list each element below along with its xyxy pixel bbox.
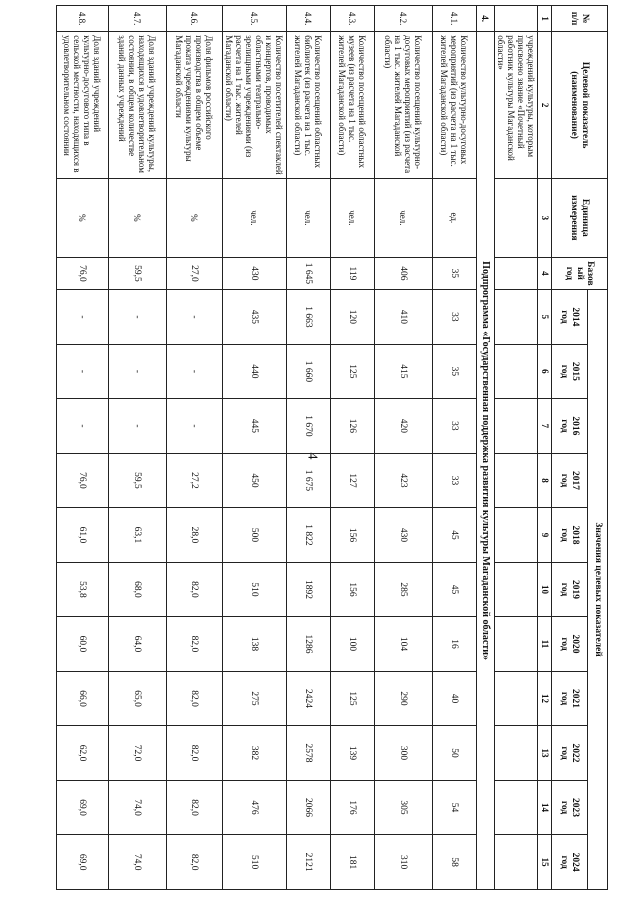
row-value: 65,0 [108,671,166,726]
row-value: 1892 [286,562,330,617]
column-number: 5 [538,290,552,345]
row-value: - [56,344,108,399]
row-unit: чел. [286,179,330,258]
row-num: 4.1. [432,6,476,32]
row-value: 125 [330,344,374,399]
row-value: 35 [432,344,476,399]
column-numbers-row [538,6,552,890]
column-number: 7 [538,399,552,454]
table-row [330,6,374,890]
column-number: 13 [538,726,552,781]
row-value: 45 [432,562,476,617]
row-value: 82,0 [166,726,222,781]
header-year: 2023 год [552,780,588,835]
row-base-value: 406 [374,257,432,290]
row-value: 410 [374,290,432,345]
row-indicator: Доля зданий учреждений культуры, находящихся в удовлетворительном состоянии, в общем количестве зданий данных учреждений [108,32,166,179]
row-value: 1 675 [286,453,330,508]
row-value: 82,0 [166,835,222,890]
row-value: 82,0 [166,562,222,617]
row-value: 290 [374,671,432,726]
row-value: 476 [222,780,286,835]
row-num: 4.2. [374,6,432,32]
row-num: 4.5. [222,6,286,32]
row-indicator: Доля фильмов российского производства в общем объеме проката учреждениями культуры Магаданской области [166,32,222,179]
column-number: 2 [538,32,552,179]
row-unit: чел. [374,179,432,258]
row-value: 2578 [286,726,330,781]
row-value: 305 [374,780,432,835]
row-base-value: 59,5 [108,257,166,290]
row-indicator: Количество посещений культурно-досуговых мероприятий (из расчета на 1 тыс. жителей Магаданской области) [374,32,432,179]
column-number: 12 [538,671,552,726]
row-value: 1 660 [286,344,330,399]
row-value: 72,0 [108,726,166,781]
row-value: 1286 [286,617,330,672]
column-number: 15 [538,835,552,890]
column-number: 9 [538,508,552,563]
row-value: 176 [330,780,374,835]
subprogram-num: 4. [476,6,494,32]
header-indicator: Целевой показатель (наименование) [552,32,608,179]
row-value: 2066 [286,780,330,835]
row-value: 64,0 [108,617,166,672]
column-number: 1 [538,6,552,32]
continued-text: учреждений культуры, которым присвоено звание «Почетный работник культуры Магаданской области» [494,32,537,179]
row-value: 382 [222,726,286,781]
row-num: 4.8. [56,6,108,32]
row-value: 76,0 [56,453,108,508]
header-num: № п/п [552,6,608,32]
row-value: 156 [330,508,374,563]
row-value: 66,0 [56,671,108,726]
row-value: 62,0 [56,726,108,781]
header-year: 2016 год [552,399,588,454]
row-value: 440 [222,344,286,399]
row-value: 28,0 [166,508,222,563]
table-body [56,6,607,890]
row-value: 33 [432,290,476,345]
row-base-value: 35 [432,257,476,290]
row-value: 27,2 [166,453,222,508]
row-indicator: Доля зданий учреждений культурно-досугового типа в сельской местности, находящихся в удовлетворительном состоянии [56,32,108,179]
table-row [286,6,330,890]
row-value: 63,1 [108,508,166,563]
row-value: 423 [374,453,432,508]
row-num: 4.4. [286,6,330,32]
header-unit: Единица измерения [552,179,608,258]
header-row-top [588,6,608,890]
row-value: 181 [330,835,374,890]
header-base-year: Базов ый год [552,257,608,290]
row-value: 33 [432,453,476,508]
target-indicators-table [56,5,608,890]
row-base-value: 27,0 [166,257,222,290]
row-value: 285 [374,562,432,617]
header-year: 2019 год [552,562,588,617]
row-unit: ед. [432,179,476,258]
row-value: 100 [330,617,374,672]
row-value: 445 [222,399,286,454]
row-value: - [166,399,222,454]
header-year: 2017 год [552,453,588,508]
row-indicator: Количество посещений областных библиотек (из расчета на 1 тыс. жителей Магаданской области) [286,32,330,179]
row-num: 4.7. [108,6,166,32]
row-value: 2121 [286,835,330,890]
header-values: Значения целевых показателей [588,290,608,890]
row-value: 69,0 [56,835,108,890]
row-value: 45 [432,508,476,563]
row-value: 40 [432,671,476,726]
row-value: 510 [222,562,286,617]
subprogram-row [476,6,494,890]
row-value: 82,0 [166,617,222,672]
row-value: 69,0 [56,780,108,835]
row-value: 74,0 [108,835,166,890]
row-unit: % [56,179,108,258]
row-base-value: 430 [222,257,286,290]
row-value: 510 [222,835,286,890]
row-value: 61,0 [56,508,108,563]
row-value: 120 [330,290,374,345]
row-base-value: 76,0 [56,257,108,290]
row-indicator: Количество культурно-досуговых мероприятий (из расчета на 1 тыс. жителей Магаданской области) [432,32,476,179]
row-value: 58 [432,835,476,890]
row-value: 430 [374,508,432,563]
row-value: 82,0 [166,671,222,726]
row-value: - [108,399,166,454]
row-unit: % [166,179,222,258]
row-value: 300 [374,726,432,781]
row-value: - [56,399,108,454]
row-value: 500 [222,508,286,563]
row-value: 1 670 [286,399,330,454]
row-value: - [166,344,222,399]
header-year: 2022 год [552,726,588,781]
row-value: 450 [222,453,286,508]
row-value: 68,0 [108,562,166,617]
row-value: 60,0 [56,617,108,672]
column-number: 8 [538,453,552,508]
row-value: 1 663 [286,290,330,345]
column-number: 11 [538,617,552,672]
row-value: 16 [432,617,476,672]
row-value: 275 [222,671,286,726]
row-unit: % [108,179,166,258]
table-row [56,6,108,890]
table-row [108,6,166,890]
table-row [374,6,432,890]
row-value: 50 [432,726,476,781]
row-value: 420 [374,399,432,454]
row-indicator: Количество посетителей спектаклей и концертов, проводимых областными театрально-зрелищными учреждениями (из расчета на 1 тыс. жителей Магаданской области) [222,32,286,179]
row-value: 59,5 [108,453,166,508]
continued-row [494,6,537,890]
row-unit: чел. [222,179,286,258]
header-year: 2021 год [552,671,588,726]
row-num: 4.6. [166,6,222,32]
column-number: 10 [538,562,552,617]
subprogram-title: Подпрограмма «Государственная поддержка развития культуры Магаданской области» [476,32,494,890]
row-value: 82,0 [166,780,222,835]
column-number: 4 [538,257,552,290]
row-value: 33 [432,399,476,454]
row-value: 74,0 [108,780,166,835]
row-value: 127 [330,453,374,508]
row-value: 139 [330,726,374,781]
column-number: 3 [538,179,552,258]
row-indicator: Количество посещений областных музеев (из расчета на 1 тыс. жителей Магаданской области) [330,32,374,179]
table-row [166,6,222,890]
header-year: 2014 год [552,290,588,345]
row-value: - [108,290,166,345]
row-value: - [166,290,222,345]
row-value: 126 [330,399,374,454]
table-row [222,6,286,890]
row-value: - [108,344,166,399]
row-unit: чел. [330,179,374,258]
row-base-value: 119 [330,257,374,290]
row-value: 2424 [286,671,330,726]
row-value: 54 [432,780,476,835]
header-year: 2024 год [552,835,588,890]
row-value: 138 [222,617,286,672]
header-year: 2020 год [552,617,588,672]
row-value: 104 [374,617,432,672]
row-value: 415 [374,344,432,399]
row-value: - [56,290,108,345]
table-row [432,6,476,890]
row-base-value: 1 645 [286,257,330,290]
row-value: 310 [374,835,432,890]
row-value: 125 [330,671,374,726]
row-value: 156 [330,562,374,617]
row-value: 53,8 [56,562,108,617]
header-year: 2015 год [552,344,588,399]
row-value: 435 [222,290,286,345]
header-year: 2018 год [552,508,588,563]
column-number: 14 [538,780,552,835]
continued-num [494,6,537,32]
row-num: 4.3. [330,6,374,32]
page-number: 4 [304,452,320,460]
column-number: 6 [538,344,552,399]
row-value: 1 822 [286,508,330,563]
